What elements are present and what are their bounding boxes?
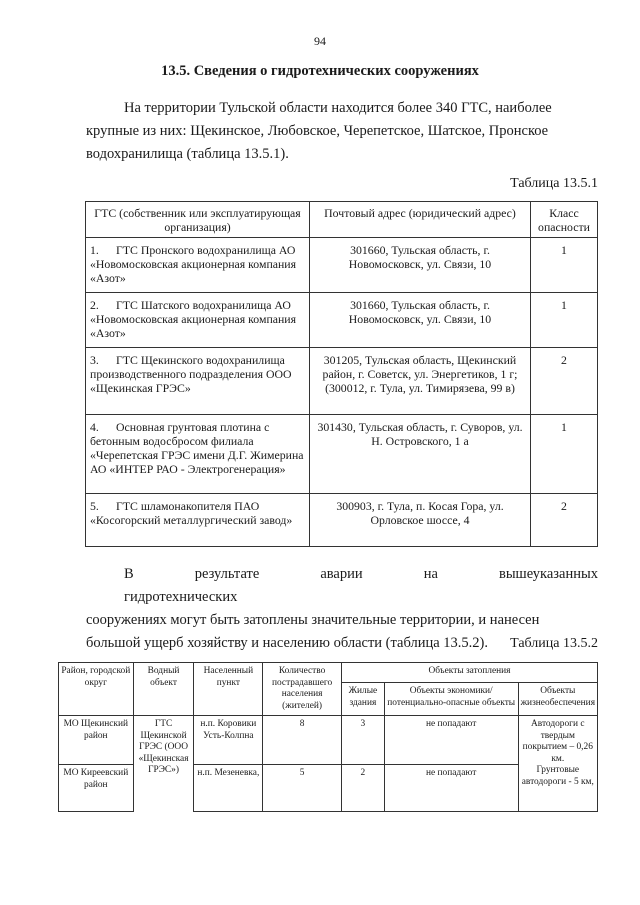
header-danger-class: Класс опасности (531, 202, 598, 238)
row-settlement: н.п. Коровики Усть-Колпна (194, 716, 263, 765)
page-number: 94 (314, 34, 326, 48)
row-number: 1. (90, 243, 99, 257)
header-gts: ГТС (собственник или эксплуатирующая организация) (86, 202, 310, 238)
row-danger-class: 2 (531, 348, 598, 415)
row-gts: ГТС Щекинского водохранилища производственного подразделения ООО «Щекинская ГРЭС» (90, 353, 292, 395)
header-flood-objects: Объекты затопления (341, 663, 597, 683)
table-row (86, 415, 598, 494)
header-affected: Количество пострадавшего населения (жителей) (263, 663, 342, 716)
row-danger-class: 1 (531, 293, 598, 348)
intro-paragraph (86, 97, 598, 166)
row-affected: 5 (263, 765, 342, 812)
table-row (86, 494, 598, 547)
section-title: 13.5. Сведения о гидротехнических сооружениях (161, 63, 479, 79)
header-settlement: Населенный пункт (194, 663, 263, 716)
life-support-row-2: Грунтовые автодороги - 5 км, (521, 765, 594, 787)
row-address: 301660, Тульская область, г. Новомосковск, ул. Связи, 10 (310, 293, 531, 348)
header-address: Почтовый адрес (юридический адрес) (310, 202, 531, 238)
second-line-3: большой ущерб хозяйству и населению области (таблица 13.5.2). (86, 635, 488, 651)
table-header-row (86, 202, 598, 238)
row-life-support (518, 716, 597, 812)
table-row (86, 348, 598, 415)
row-gts: ГТС Шатского водохранилища АО «Новомосковская акционерная компания «Азот» (90, 298, 297, 340)
flood-table (58, 662, 598, 812)
row-danger-class: 1 (531, 238, 598, 293)
row-district: МО Киреевский район (59, 765, 134, 812)
second-line-2: сооружениях могут быть затоплены значительные территории, и нанесен (86, 612, 540, 628)
row-economy: не попадают (384, 716, 518, 765)
row-water-object: ГТС Щекинской ГРЭС (ООО «Щекинская ГРЭС») (133, 716, 194, 812)
intro-line-3: водохранилища (таблица 13.5.1). (86, 146, 289, 162)
table1-caption: Таблица 13.5.1 (510, 176, 598, 191)
row-address: 301205, Тульская область, Щекинский район, г. Советск, ул. Энергетиков, 1 г; (300012, г. Тула, ул. Тимирязева, 99 в) (310, 348, 531, 415)
row-gts: ГТС Пронского водохранилища АО «Новомосковская акционерная компания «Азот» (90, 243, 297, 285)
row-gts: Основная грунтовая плотина с бетонным водосбросом филиала «Черепетская ГРЭС имени Д.Г. Жимерина АО «ИНТЕР РАО - Электрогенерация» (90, 420, 304, 476)
table-row (86, 238, 598, 293)
row-settlement: н.п. Мезеневка, (194, 765, 263, 812)
row-district: МО Щекинский район (59, 716, 134, 765)
header-residential: Жилые здания (341, 683, 384, 716)
table-header-row (59, 663, 598, 683)
second-line-1: В результате аварии на вышеуказанных гидротехнических (124, 566, 598, 605)
header-economy: Объекты экономики/потенциально-опасные объекты (384, 683, 518, 716)
row-residential: 3 (341, 716, 384, 765)
header-life-support: Объекты жизнеобеспечения (518, 683, 597, 716)
row-address: 301660, Тульская область, г. Новомосковск, ул. Связи, 10 (310, 238, 531, 293)
table2-caption: Таблица 13.5.2 (510, 636, 598, 651)
row-number: 5. (90, 499, 99, 513)
intro-line-1: На территории Тульской области находится более 340 ГТС, наиболее (124, 100, 552, 116)
row-number: 3. (90, 353, 99, 367)
gts-table (85, 201, 598, 547)
row-residential: 2 (341, 765, 384, 812)
row-danger-class: 1 (531, 415, 598, 494)
life-support-row-1: Автодороги с твердым покрытием – 0,26 км. (522, 719, 593, 764)
row-affected: 8 (263, 716, 342, 765)
row-address: 301430, Тульская область, г. Суворов, ул. Н. Островского, 1 а (310, 415, 531, 494)
row-number: 4. (90, 420, 99, 434)
row-economy: не попадают (384, 765, 518, 812)
header-water-object: Водный объект (133, 663, 194, 716)
table-row (59, 716, 598, 765)
header-district: Район, городской округ (59, 663, 134, 716)
row-danger-class: 2 (531, 494, 598, 547)
table-row (86, 293, 598, 348)
row-gts: ГТС шламонакопителя ПАО «Косогорский металлургический завод» (90, 499, 293, 527)
row-number: 2. (90, 298, 99, 312)
intro-line-2: крупные из них: Щекинское, Любовское, Черепетское, Шатское, Пронское (86, 123, 549, 139)
row-address: 300903, г. Тула, п. Косая Гора, ул. Орловское шоссе, 4 (310, 494, 531, 547)
